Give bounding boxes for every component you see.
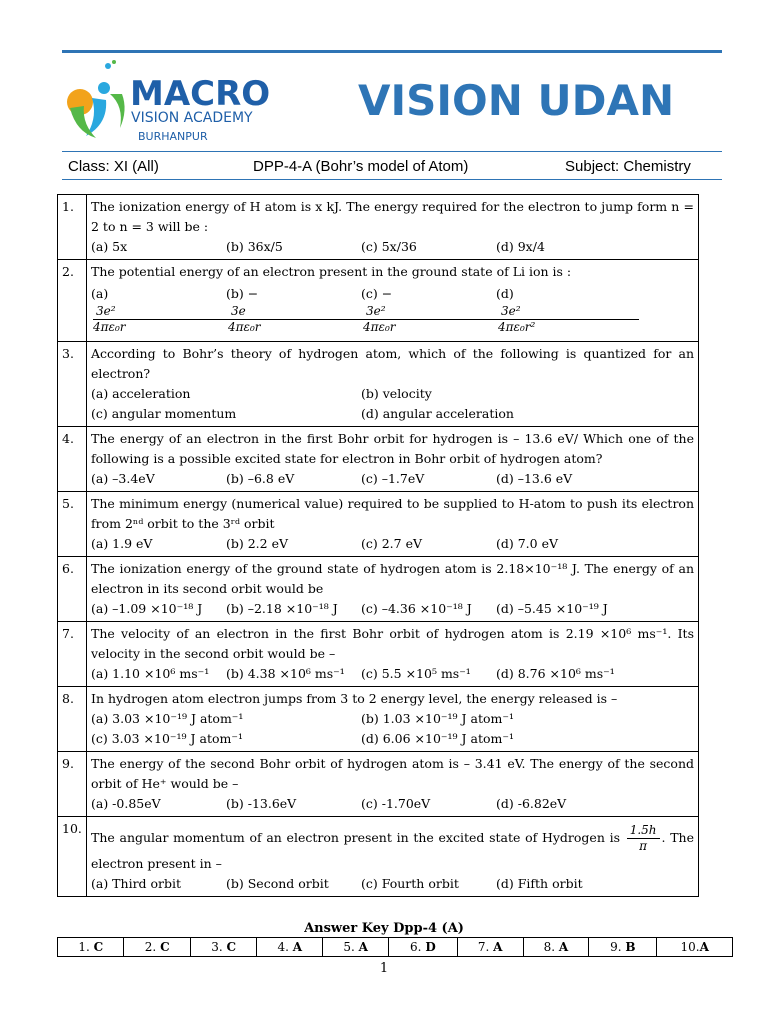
option: (b) 4.38 ×10⁶ ms⁻¹ xyxy=(226,666,345,681)
question-text: The angular momentum of an electron present in the excited state of Hydrogen is $\frac{1.5h}{\pi}$ . The electron present in – xyxy=(91,823,694,871)
question-number: 4. xyxy=(58,427,87,492)
question-text: The energy of an electron in the first Bohr orbit for hydrogen is – 13.6 eV/ Which one of the following is a possible excited state for electron in Bohr orbit of hydrogen atom? xyxy=(91,431,694,466)
question-text: In hydrogen atom electron jumps from 3 to 2 energy level, the energy released is – xyxy=(91,691,618,706)
question-row xyxy=(58,622,699,687)
question-row xyxy=(58,492,699,557)
question-number: 1. xyxy=(58,195,87,260)
option: (b) –2.18 ×10⁻¹⁸ J xyxy=(226,601,338,616)
answer-key-table xyxy=(57,937,733,957)
option: (a) xyxy=(91,286,109,301)
option: (a) –1.09 ×10⁻¹⁸ J xyxy=(91,601,203,616)
fraction: $\frac{3e}{\text{4πε₀r}}$ xyxy=(228,304,363,335)
option: (a) 1.9 eV xyxy=(91,536,153,551)
option: (b) 36x/5 xyxy=(226,239,283,254)
option: (d) xyxy=(496,286,514,301)
option: (c) 5.5 ×10⁵ ms⁻¹ xyxy=(361,666,471,681)
fraction: $\frac{\text{3e²}}{\text{4πε₀r}}$ xyxy=(363,304,498,335)
question-number: 7. xyxy=(58,622,87,687)
option: (d) 8.76 ×10⁶ ms⁻¹ xyxy=(496,666,615,681)
question-number: 6. xyxy=(58,557,87,622)
option: (a) 5x xyxy=(91,239,128,254)
question-number: 8. xyxy=(58,687,87,752)
logo-subtitle: VISION ACADEMY xyxy=(131,110,253,126)
question-row xyxy=(58,557,699,622)
question-number: 2. xyxy=(58,260,87,342)
question-row xyxy=(58,687,699,752)
dpp-label: DPP-4-A (Bohr’s model of Atom) xyxy=(253,158,469,175)
option: (a) 1.10 ×10⁶ ms⁻¹ xyxy=(91,666,210,681)
option: (c) − xyxy=(361,286,393,301)
answer-cell: 2. C xyxy=(124,938,190,957)
question-text: The energy of the second Bohr orbit of hydrogen atom is – 3.41 eV. The energy of the second orbit of He⁺ would be – xyxy=(91,756,694,791)
answer-cell: 7. A xyxy=(457,938,523,957)
class-label: Class: XI (All) xyxy=(68,158,159,175)
option: (d) –5.45 ×10⁻¹⁹ J xyxy=(496,601,608,616)
question-text: According to Bohr’s theory of hydrogen atom, which of the following is quantized for an electron? xyxy=(91,346,694,381)
option: (d) Fifth orbit xyxy=(496,876,583,891)
fraction: $\frac{\text{3e²}}{\text{4πε₀r²}}$ xyxy=(498,304,633,335)
option: (b) 2.2 eV xyxy=(226,536,289,551)
option: (a) acceleration xyxy=(91,386,191,401)
question-text: The ionization energy of H atom is x kJ. The energy required for the electron to jump form n = 2 to n = 3 will be : xyxy=(91,199,694,234)
option: (c) Fourth orbit xyxy=(361,876,459,891)
header-rule-top xyxy=(62,151,722,152)
option: (c) 5x/36 xyxy=(361,239,417,254)
option: (d) 7.0 eV xyxy=(496,536,559,551)
question-number: 3. xyxy=(58,342,87,427)
option: (a) -0.85eV xyxy=(91,796,161,811)
answer-cell: 9. B xyxy=(589,938,657,957)
option: (c) -1.70eV xyxy=(361,796,431,811)
option: (b) velocity xyxy=(361,386,432,401)
question-number: 5. xyxy=(58,492,87,557)
option: (d) angular acceleration xyxy=(361,406,514,421)
top-rule xyxy=(62,50,722,53)
logo-city: BURHANPUR xyxy=(138,130,208,143)
option: (b) –6.8 eV xyxy=(226,471,295,486)
answer-cell: 4. A xyxy=(257,938,323,957)
question-text: The ionization energy of the ground state of hydrogen atom is 2.18×10⁻¹⁸ J. The energy of an electron in its second orbit would be xyxy=(91,561,694,596)
option: (b) − xyxy=(226,286,259,301)
answer-cell: 3. C xyxy=(190,938,256,957)
option: (c) 2.7 eV xyxy=(361,536,423,551)
fraction: $\frac{1.5h}{\pi}$ xyxy=(627,823,660,854)
option: (a) Third orbit xyxy=(91,876,182,891)
page-number: 1 xyxy=(379,961,389,976)
header-rule-bottom xyxy=(62,179,722,180)
question-text: The minimum energy (numerical value) required to be supplied to H-atom to push its electron from 2ⁿᵈ orbit to the 3ʳᵈ orbit xyxy=(91,496,694,531)
option: (d) –13.6 eV xyxy=(496,471,573,486)
question-table xyxy=(57,194,699,897)
option: (d) 9x/4 xyxy=(496,239,545,254)
option: (c) angular momentum xyxy=(91,406,237,421)
logo-name: MACRO xyxy=(130,74,271,114)
question-row xyxy=(58,195,699,260)
subject-label: Subject: Chemistry xyxy=(565,158,691,175)
answer-cell: 8. A xyxy=(523,938,589,957)
question-row xyxy=(58,752,699,817)
brand-title: VISION UDAN xyxy=(358,76,675,125)
question-row xyxy=(58,427,699,492)
option: (a) 3.03 ×10⁻¹⁹ J atom⁻¹ xyxy=(91,711,244,726)
answer-cell: 1. C xyxy=(58,938,124,957)
option: (b) 1.03 ×10⁻¹⁹ J atom⁻¹ xyxy=(361,711,514,726)
question-row xyxy=(58,817,699,897)
question-number: 10. xyxy=(58,817,87,897)
question-row xyxy=(58,260,699,342)
answer-key-title: Answer Key Dpp-4 (A) xyxy=(304,921,464,936)
option: (c) –1.7eV xyxy=(361,471,425,486)
answer-cell: 6. D xyxy=(389,938,458,957)
option: (b) Second orbit xyxy=(226,876,329,891)
question-number: 9. xyxy=(58,752,87,817)
option: (a) –3.4eV xyxy=(91,471,155,486)
question-text: The potential energy of an electron present in the ground state of Li ion is : xyxy=(91,264,572,279)
option: (c) 3.03 ×10⁻¹⁹ J atom⁻¹ xyxy=(91,731,243,746)
fraction: $\frac{\text{3e²}}{\text{4πε₀r}}$ xyxy=(93,304,228,335)
option: (d) 6.06 ×10⁻¹⁹ J atom⁻¹ xyxy=(361,731,514,746)
option: (d) -6.82eV xyxy=(496,796,567,811)
answer-cell: 5. A xyxy=(323,938,389,957)
question-text: The velocity of an electron in the first Bohr orbit of hydrogen atom is 2.19 ×10⁶ ms⁻¹. Its velocity in the second orbit would be – xyxy=(91,626,694,661)
question-row xyxy=(58,342,699,427)
option: (c) –4.36 ×10⁻¹⁸ J xyxy=(361,601,472,616)
option: (b) -13.6eV xyxy=(226,796,297,811)
answer-cell: 10.A xyxy=(657,938,733,957)
